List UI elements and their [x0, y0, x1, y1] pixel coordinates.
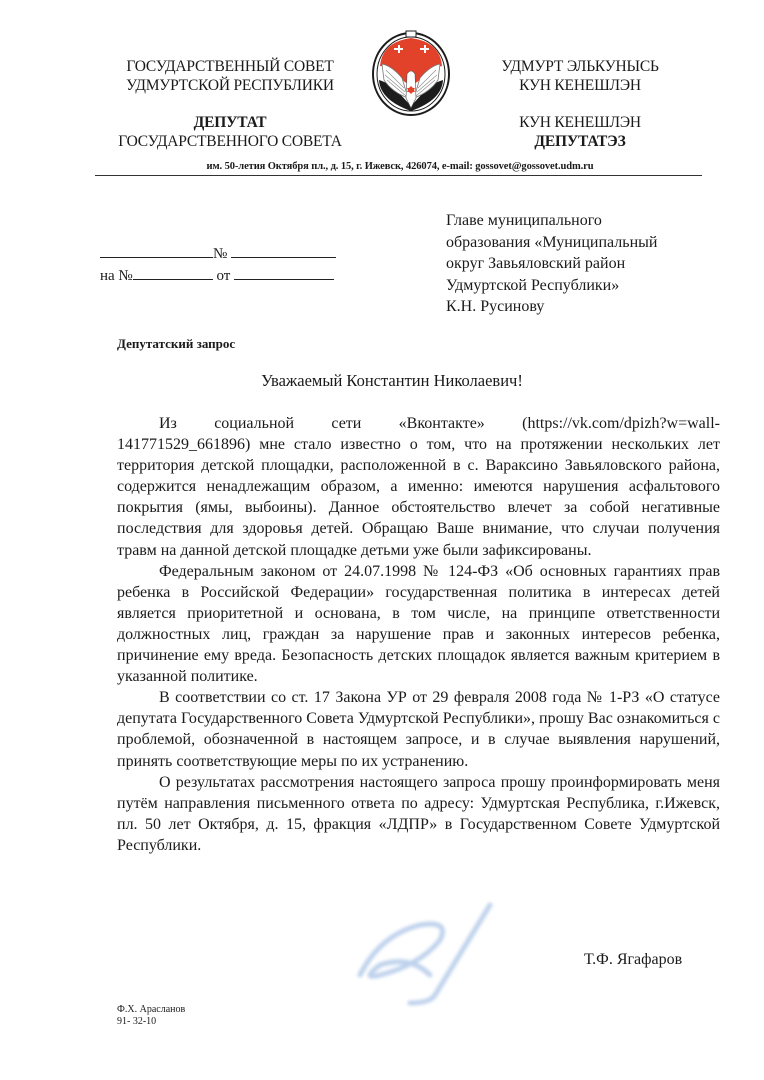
letter-body [117, 413, 720, 856]
body-paragraph: В соответствии со ст. 17 Закона УР от 29 февраля 2008 года № 1-РЗ «О статусе депутата Государственного Совета Удмуртской Республики», прошу Вас ознакомиться с проблемой, обозначенной в настоящем запросе, и в случае выявления нарушений, принять соответствующие меры по их устранению. [117, 689, 720, 770]
reference-fields [100, 243, 360, 287]
letterhead-address: им. 50-летия Октября пл., д. 15, г. Ижевск, 426074, e-mail: gossovet@gossovet.udm.ru [206, 161, 594, 172]
addressee-line: Удмуртской Республики» [446, 276, 620, 294]
executor-name: Ф.Х. Арасланов [117, 1004, 186, 1015]
header-org-line1-udm: УДМУРТ ЭЛЬКУНЫСЬ [501, 58, 659, 75]
addressee-line: округ Завьяловский район [446, 255, 626, 272]
addressee-line: образования «Муниципальный [446, 233, 658, 251]
header-org-name-ru [100, 57, 360, 95]
signer-name: Т.Ф. Ягафаров [584, 951, 683, 968]
incoming-reference-row [100, 265, 360, 287]
number-sign: № [213, 246, 228, 262]
reply-prefix: на № [100, 268, 133, 284]
body-paragraph: Из социальной сети «Вконтакте» (https://vk.com/dpizh?w=wall-141771529_661896) мне стало известно о том, что на протяжении нескольких лет территория детской площадки, расположенной в с. Вараксино Завьяловского района, содержится ненадлежащим образом, а именно: имеются нарушения асфальтового покрытия (ямы, выбоины). Данное обстоятельство влечет за собой негативные последствия для здоровья детей. Обращаю Ваше внимание, что случаи получения травм на данной детской площадке детьми уже были зафиксированы. [117, 415, 720, 559]
header-title-ru [95, 113, 365, 151]
header-org-line1: ГОСУДАРСТВЕННЫЙ СОВЕТ [126, 58, 334, 75]
header-org-name-udm [480, 57, 680, 95]
header-title-line1-udm: КУН КЕНЕШЛЭН [519, 114, 641, 131]
outgoing-number-blank [231, 243, 336, 258]
body-paragraph: О результатах рассмотрения настоящего запроса прошу проинформировать меня путём направления письменного ответа по адресу: Удмуртская Республика, г.Ижевск, пл. 50 лет Октября, д. 15, фракция «ЛДПР» в Государственном Совете Удмуртской Республики. [117, 773, 720, 854]
executor-info [117, 1004, 185, 1028]
salutation: Уважаемый Константин Николаевич! [261, 371, 523, 390]
from-label: от [216, 268, 231, 284]
header-title-line1: ДЕПУТАТ [193, 114, 267, 131]
executor-phone: 91- 32-10 [117, 1016, 157, 1027]
body-paragraph: Федеральным законом от 24.07.1998 № 124-ФЗ «Об основных гарантиях прав ребенка в Российской Федерации» государственная политика в интересах детей является приоритетной и основана, в том числе, на принципе ответственности должностных лиц, граждан за нарушение прав и законных интересов ребенка, причинение ему вреда. Безопасность детских площадок является важным критерием в указанной политике. [117, 562, 720, 686]
addressee-line: К.Н. Русинову [446, 298, 545, 315]
addressee-line: Главе муниципального [446, 212, 602, 229]
header-title-line2: ГОСУДАРСТВЕННОГО СОВЕТА [118, 133, 342, 150]
incoming-date-blank [234, 265, 334, 280]
addressee-block [446, 210, 746, 318]
header-org-line2: УДМУРТСКОЙ РЕСПУБЛИКИ [126, 77, 334, 94]
document-type: Депутатский запрос [117, 336, 236, 351]
header-title-line2-udm: ДЕПУТАТЭЗ [534, 133, 626, 150]
handwritten-signature-icon [340, 895, 510, 1015]
letterhead-divider [95, 175, 702, 176]
outgoing-date-blank [100, 243, 213, 258]
incoming-number-blank [133, 265, 213, 280]
header-org-line2-udm: КУН КЕНЕШЛЭН [519, 77, 641, 94]
outgoing-reference-row [100, 243, 360, 265]
udmurtia-coat-of-arms-icon [370, 28, 452, 118]
header-title-udm [480, 113, 680, 151]
